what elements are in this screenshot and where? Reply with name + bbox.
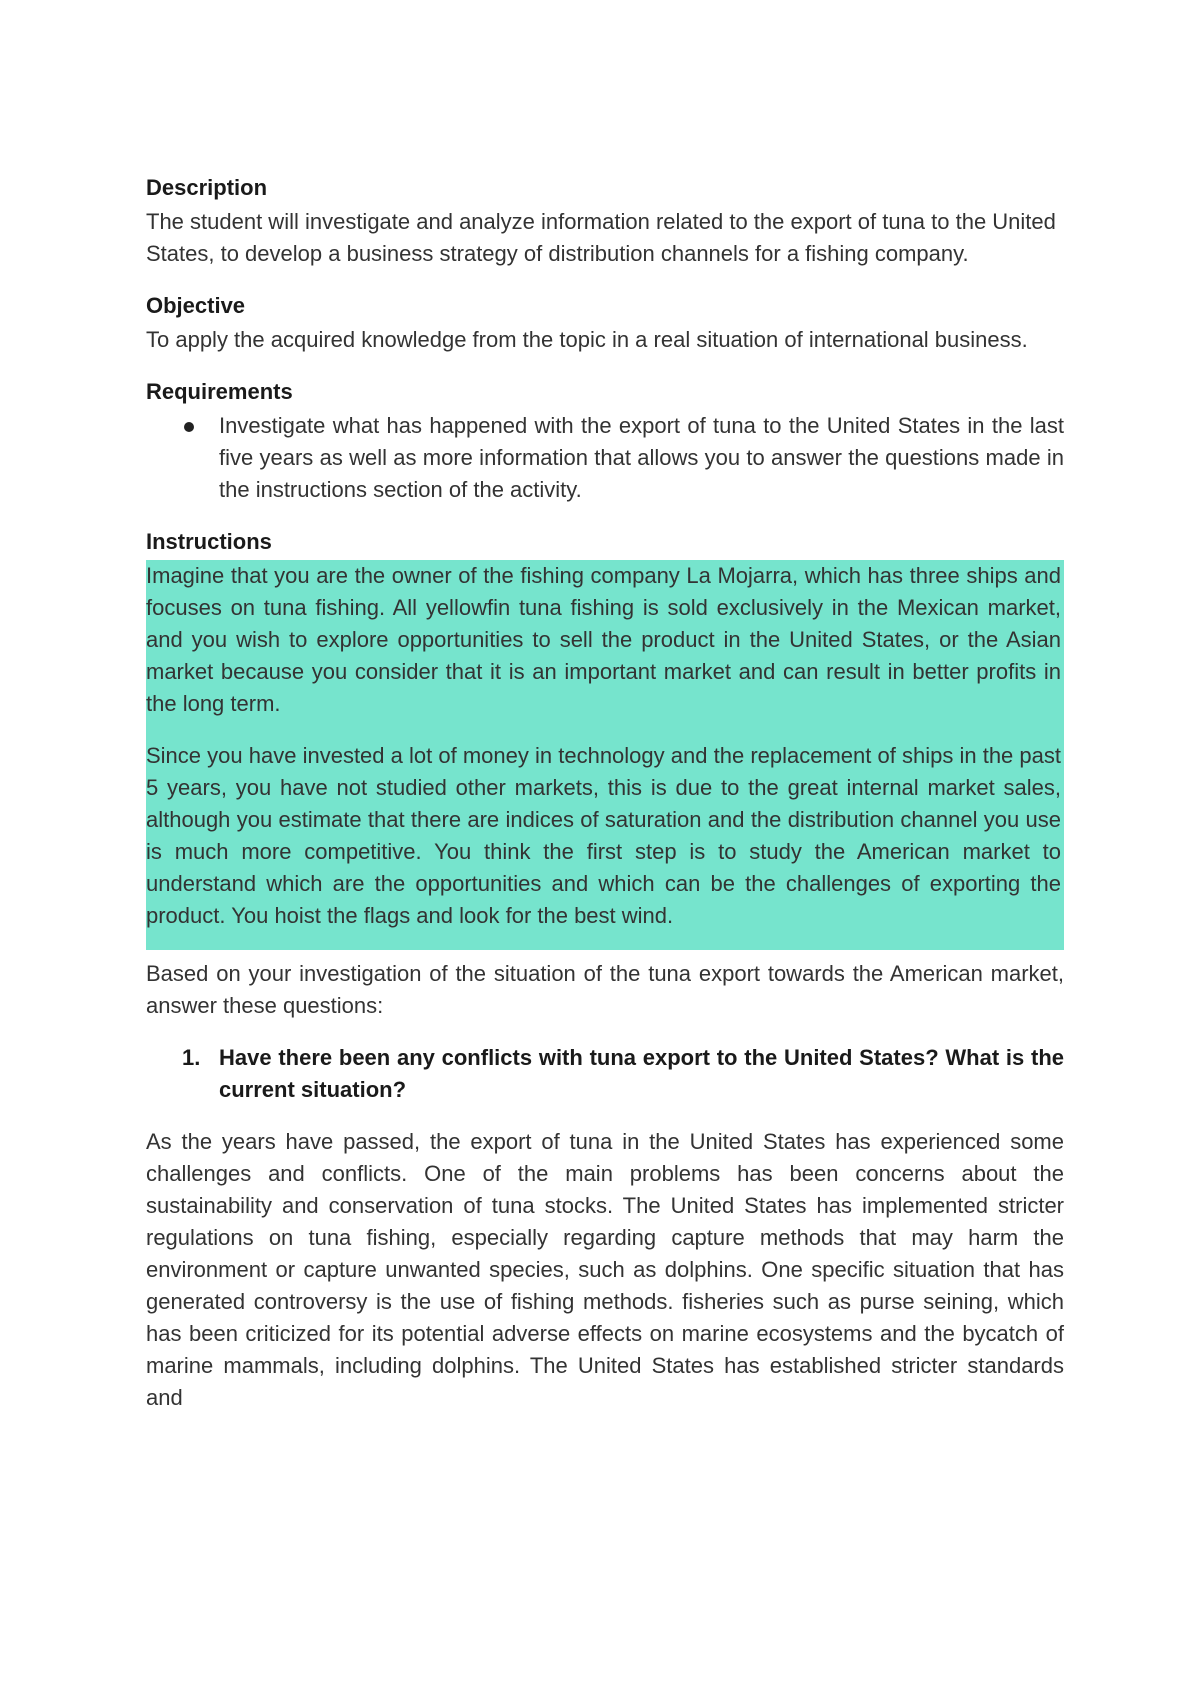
description-heading: Description (146, 175, 268, 200)
objective-text: To apply the acquired knowledge from the topic in a real situation of international business. (146, 327, 1028, 352)
list-item (146, 410, 1064, 506)
instructions-heading: Instructions (146, 529, 272, 554)
scenario-paragraph: Since you have invested a lot of money in technology and the replacement of ships in the past 5 years, you have not studied other markets, this is due to the great internal market sales, although you estimate that there are indices of saturation and the distribution channel you use is much more competitive. You think the first step is to study the American market to understand which are the opportunities and which can be the challenges of exporting the product. You hoist the flags and look for the best wind. (146, 743, 1061, 928)
requirement-text: Investigate what has happened with the export of tuna to the United States in the last five years as well as more information that allows you to answer the questions made in the instructions section of the activity. (219, 413, 1064, 502)
answer-text: As the years have passed, the export of tuna in the United States has experienced some challenges and conflicts. One of the main problems has been concerns about the sustainability and conservation of tuna stocks. The United States has implemented stricter regulations on tuna fishing, especially regarding capture methods that may harm the environment or capture unwanted species, such as dolphins. One specific situation that has generated controversy is the use of fishing methods. fisheries such as purse seining, which has been criticized for its potential adverse effects on marine ecosystems and the bycatch of marine mammals, including dolphins. The United States has established stricter standards and (146, 1129, 1064, 1410)
requirements-heading: Requirements (146, 379, 293, 404)
question-number: 1. (182, 1045, 201, 1070)
objective-heading: Objective (146, 293, 246, 318)
requirements-list (146, 410, 1064, 506)
question-text: Have there been any conflicts with tuna export to the United States? What is the current situation? (219, 1045, 1064, 1102)
scenario-paragraph: Imagine that you are the owner of the fishing company La Mojarra, which has three ships and focuses on tuna fishing. All yellowfin tuna fishing is sold exclusively in the Mexican market, and you wish to explore opportunities to sell the product in the United States, or the Asian market because you consider that it is an important market and can result in better profits in the long term. (146, 563, 1061, 716)
highlighted-scenario (146, 560, 1064, 950)
document-page (146, 172, 1064, 1434)
instructions-followup: Based on your investigation of the situation of the tuna export towards the American market, answer these questions: (146, 961, 1064, 1018)
description-text: The student will investigate and analyze information related to the export of tuna to the United States, to develop a business strategy of distribution channels for a fishing company. (146, 209, 1056, 266)
question-item (146, 1042, 1064, 1106)
bullet-icon (184, 422, 194, 432)
